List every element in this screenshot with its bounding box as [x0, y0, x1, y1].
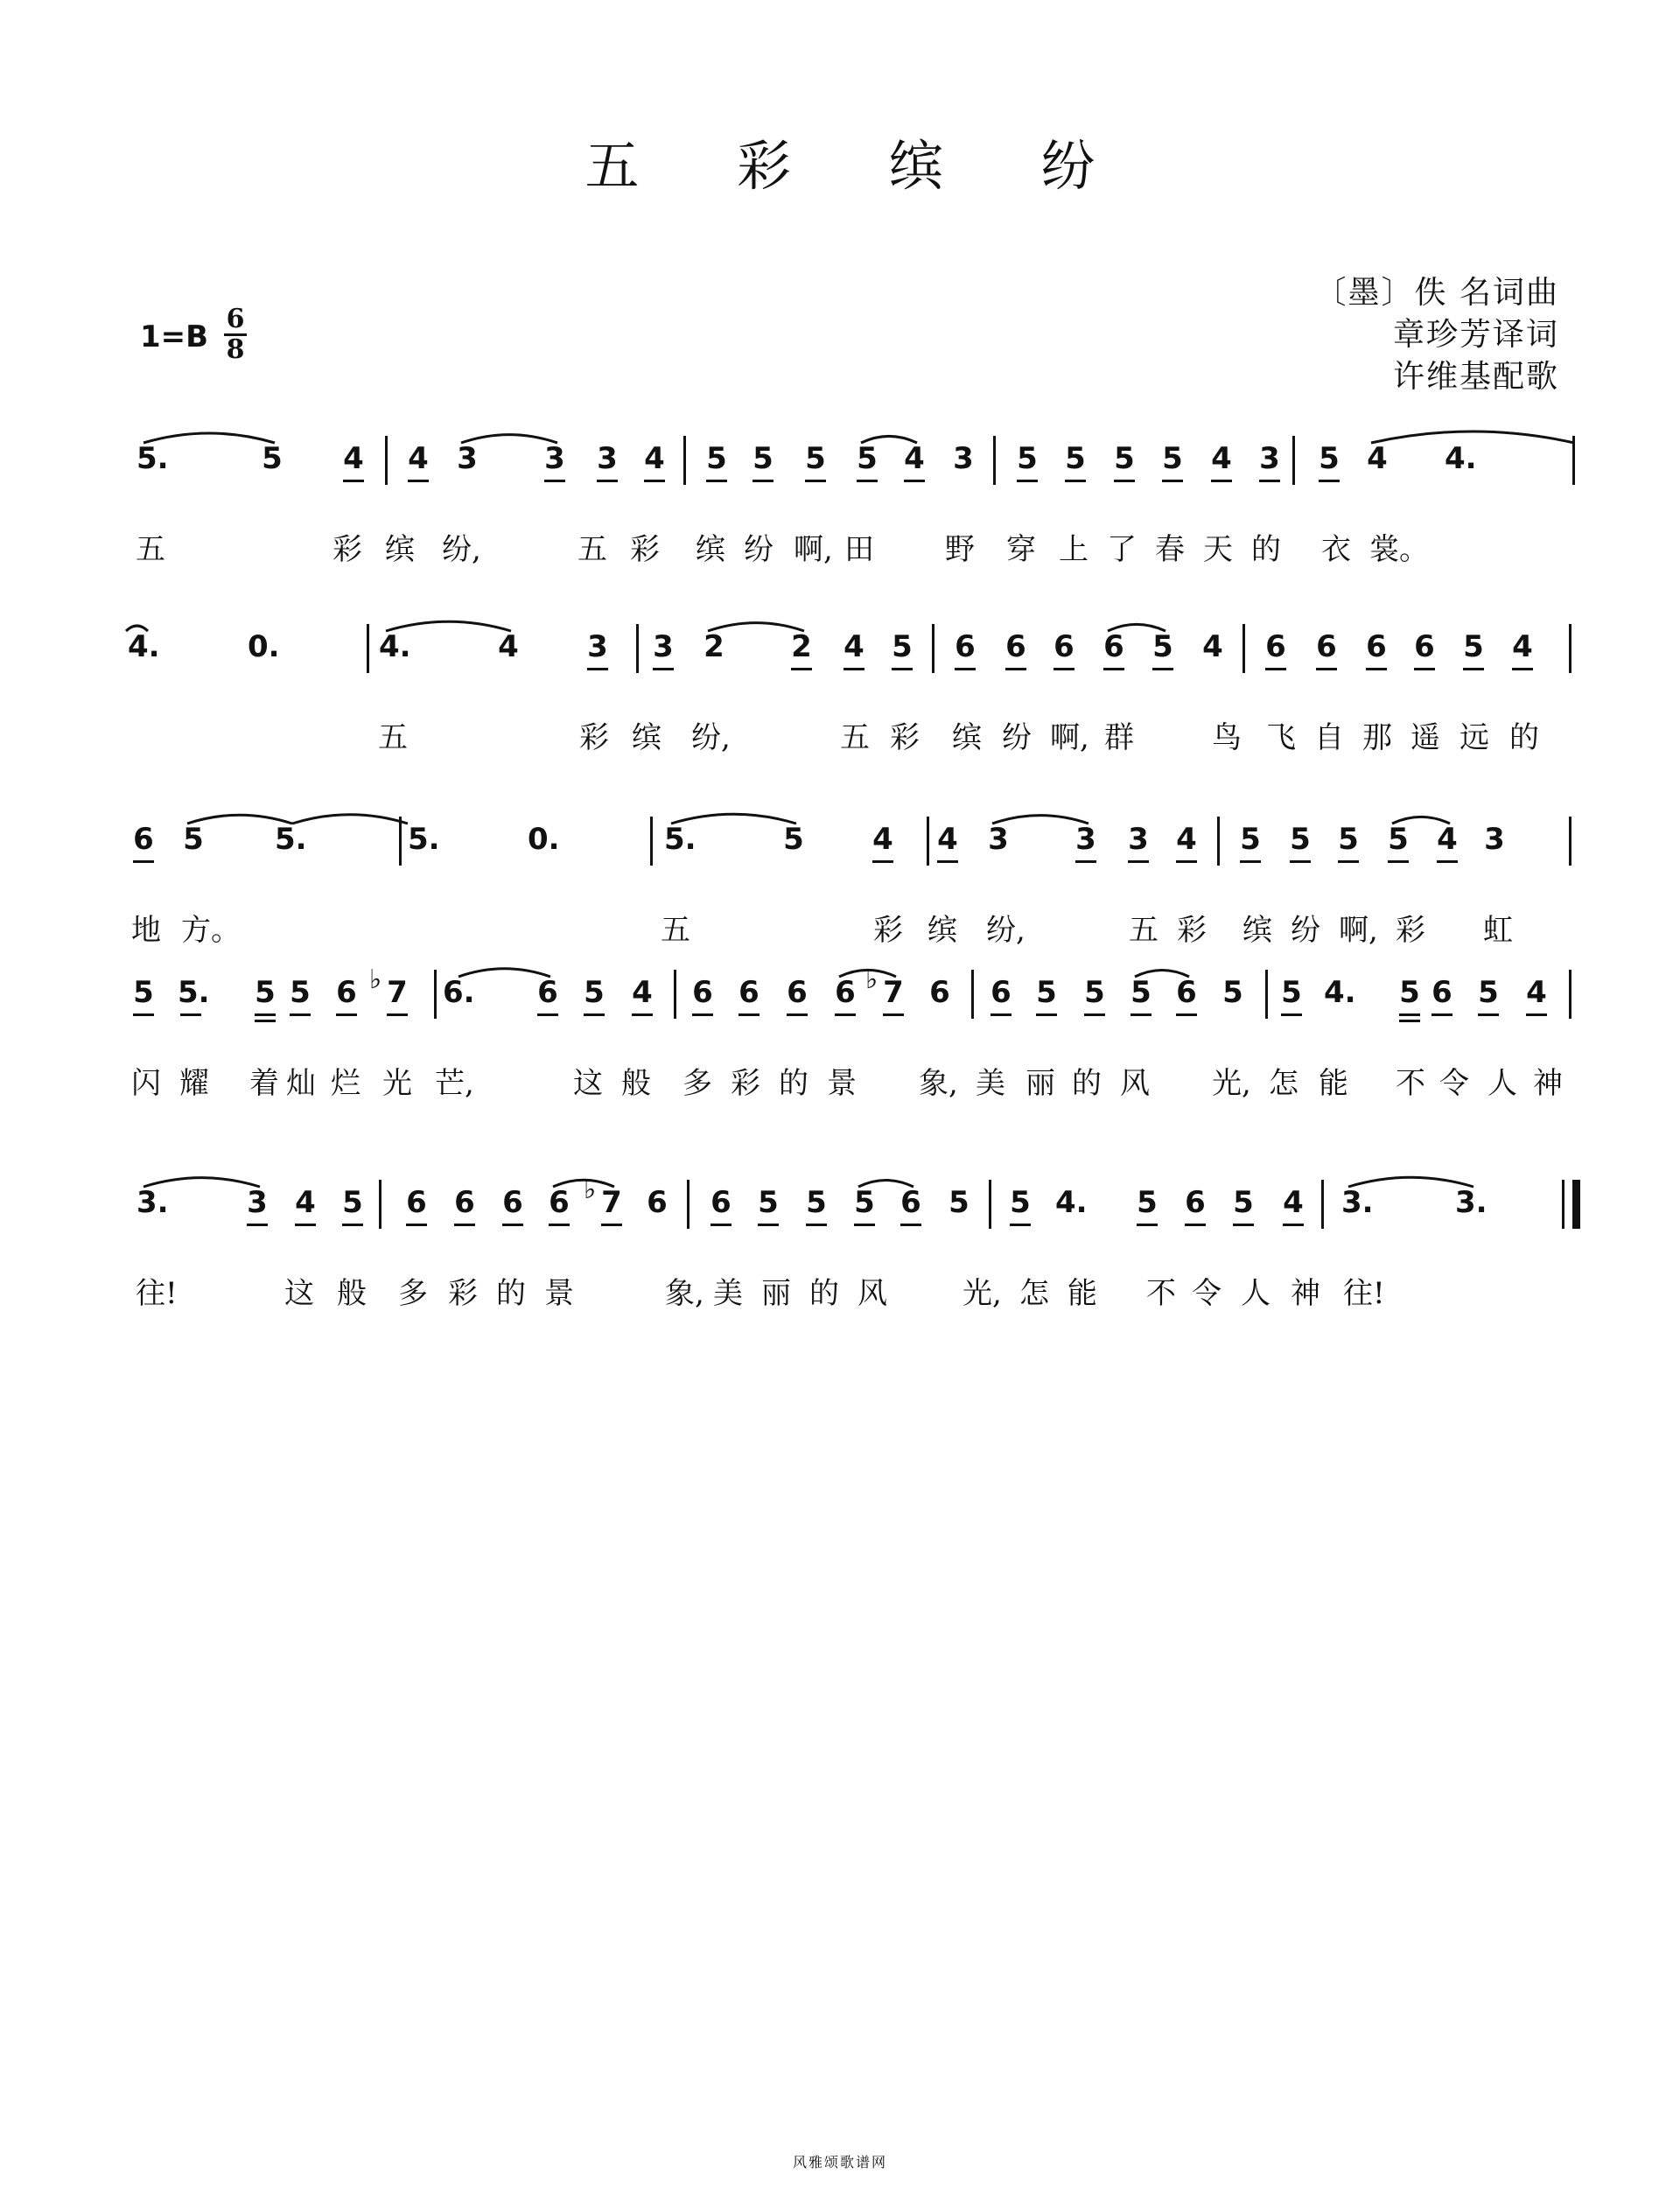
- slur-arc: [708, 623, 804, 631]
- lyric-syllable: 人: [1488, 1066, 1517, 1101]
- lyric-syllable: 春: [1155, 532, 1185, 567]
- note-digit: 5: [1399, 975, 1420, 1010]
- note-digit: 7: [883, 975, 904, 1010]
- note-digit: 5: [183, 822, 204, 857]
- lyric-syllable: 景: [827, 1066, 857, 1101]
- note-digit: 5: [1222, 975, 1243, 1010]
- note-digit: 3: [1075, 822, 1096, 857]
- lyric-syllable: 烂: [331, 1066, 360, 1101]
- note-digit: 6.: [443, 975, 475, 1010]
- lyric-syllable: 的: [1509, 720, 1539, 755]
- note-digit: 4: [1202, 629, 1223, 664]
- note-digit: 5: [255, 975, 276, 1010]
- lyric-syllable: 纷,: [691, 720, 731, 755]
- note-digit: 6: [1103, 629, 1124, 664]
- note-digit: 5: [857, 441, 878, 476]
- slur-arc: [126, 626, 148, 631]
- lyric-syllable: 这: [573, 1066, 603, 1101]
- note-digit: 4: [937, 822, 958, 857]
- note-digit: 4: [844, 629, 864, 664]
- lyric-syllable: 彩: [873, 913, 903, 948]
- note-digit: 6: [647, 1185, 668, 1220]
- note-digit: 5: [1338, 822, 1359, 857]
- note-digit: 5: [1319, 441, 1340, 476]
- time-signature: [224, 306, 247, 363]
- lyric-syllable: 美: [976, 1066, 1005, 1101]
- lyric-syllable: 天: [1203, 532, 1233, 567]
- lyric-syllable: 丽: [1026, 1066, 1055, 1101]
- lyric-syllable: 闪: [131, 1066, 161, 1101]
- lyric-syllable: 景: [544, 1276, 574, 1311]
- note-digit: 0.: [528, 822, 560, 857]
- lyric-syllable: 神: [1533, 1066, 1563, 1101]
- lyric-syllable: 五: [136, 532, 165, 567]
- note-digit: 4: [408, 441, 429, 476]
- credit-arranger: 许维基配歌: [1392, 359, 1559, 395]
- slur-arc: [839, 970, 896, 977]
- lyric-syllable: 缤: [952, 720, 982, 755]
- lyric-syllable: 令: [1439, 1066, 1469, 1101]
- slur-arc: [386, 621, 511, 631]
- lyric-syllable: 裳。: [1369, 532, 1429, 567]
- flat-accidental-icon: ♭: [584, 1175, 597, 1205]
- lyric-syllable: 风: [858, 1276, 887, 1311]
- slur-arc: [553, 1180, 614, 1187]
- note-digit: 5: [1114, 441, 1135, 476]
- lyric-syllable: 纷: [1002, 720, 1032, 755]
- lyric-syllable: 纷: [1291, 913, 1320, 948]
- note-digit: 5: [133, 975, 154, 1010]
- note-digit: 4: [632, 975, 653, 1010]
- note-digit: 4: [1176, 822, 1197, 857]
- lyric-syllable: 纷,: [442, 532, 481, 567]
- note-digit: 5: [342, 1185, 363, 1220]
- note-digit: 5: [706, 441, 727, 476]
- lyric-syllable: 自: [1314, 720, 1344, 755]
- slur-arc: [1371, 431, 1574, 443]
- note-digit: 3: [457, 441, 478, 476]
- slur-arc: [187, 815, 292, 824]
- lyric-syllable: 着: [249, 1066, 279, 1101]
- footer-watermark: 风雅颂歌谱网: [792, 2154, 887, 2170]
- slur-arc: [461, 435, 557, 443]
- lyric-syllable: 象,: [919, 1066, 958, 1101]
- note-digit: 5: [1281, 975, 1302, 1010]
- lyric-syllable: 光: [382, 1066, 412, 1101]
- note-digit: 6: [1265, 629, 1286, 664]
- lyric-syllable: 那: [1362, 720, 1392, 755]
- lyric-syllable: 衣: [1321, 532, 1351, 567]
- note-digit: 5: [1017, 441, 1038, 476]
- note-digit: 4: [343, 441, 364, 476]
- lyric-syllable: 啊,: [1339, 913, 1378, 948]
- time-signature-bottom: 8: [226, 334, 245, 365]
- lyric-syllable: 多: [398, 1276, 428, 1311]
- lyric-syllable: 彩: [579, 720, 609, 755]
- note-digit: 5: [806, 1185, 827, 1220]
- note-digit: 5: [290, 975, 311, 1010]
- lyric-syllable: 啊,: [794, 532, 833, 567]
- lyric-syllable: 彩: [448, 1276, 478, 1311]
- flat-accidental-icon: ♭: [865, 964, 878, 995]
- note-digit: 4: [1512, 629, 1533, 664]
- key-signature: 1=B: [140, 319, 209, 354]
- note-digit: 6: [900, 1185, 921, 1220]
- note-digit: 3: [1484, 822, 1505, 857]
- lyric-syllable: 光,: [962, 1276, 1002, 1311]
- lyric-syllable: 鸟: [1212, 720, 1242, 755]
- score-system: [0, 626, 1680, 810]
- note-digit: 6: [787, 975, 808, 1010]
- lyric-syllable: 风: [1120, 1066, 1150, 1101]
- note-digit: 5: [1478, 975, 1499, 1010]
- lyric-syllable: 不: [1146, 1276, 1176, 1311]
- lyric-syllable: 五: [840, 720, 870, 755]
- score-system: [0, 1175, 1680, 1365]
- lyric-syllable: 飞: [1266, 720, 1296, 755]
- slur-arc: [292, 815, 408, 824]
- note-digit: 4.: [128, 629, 160, 664]
- lyric-syllable: 五: [578, 532, 607, 567]
- note-digit: 3: [953, 441, 974, 476]
- note-digit: 3: [1128, 822, 1149, 857]
- slur-arc: [861, 436, 917, 443]
- note-digit: 4.: [379, 629, 411, 664]
- lyric-syllable: 人: [1241, 1276, 1270, 1311]
- lyric-syllable: 光,: [1212, 1066, 1251, 1101]
- lyric-syllable: 遥: [1410, 720, 1440, 755]
- lyric-syllable: 地: [131, 913, 161, 948]
- lyric-syllable: 多: [682, 1066, 712, 1101]
- note-digit: 6: [502, 1185, 523, 1220]
- lyric-syllable: 怎: [1019, 1276, 1049, 1311]
- note-digit: 5.: [408, 822, 440, 857]
- lyric-syllable: 往!: [136, 1276, 178, 1311]
- lyric-syllable: 五: [378, 720, 408, 755]
- note-digit: 5.: [178, 975, 210, 1010]
- lyric-syllable: 五: [661, 913, 690, 948]
- note-digit: 6: [835, 975, 856, 1010]
- note-digit: 3.: [1341, 1185, 1374, 1220]
- note-digit: 6: [336, 975, 357, 1010]
- lyric-syllable: 美: [713, 1276, 743, 1311]
- note-digit: 6: [738, 975, 760, 1010]
- lyric-syllable: 啊,: [1050, 720, 1089, 755]
- credit-translator: 章珍芳译词: [1392, 317, 1559, 353]
- lyric-syllable: 能: [1068, 1276, 1097, 1311]
- note-digit: 7: [387, 975, 408, 1010]
- lyric-syllable: 耀: [179, 1066, 209, 1101]
- note-digit: 4: [872, 822, 893, 857]
- note-digit: 3: [597, 441, 618, 476]
- note-digit: 5: [892, 629, 913, 664]
- note-digit: 5: [1010, 1185, 1031, 1220]
- slur-arc: [992, 816, 1088, 824]
- slur-arc: [1108, 624, 1166, 631]
- lyric-syllable: 象,: [665, 1276, 704, 1311]
- lyric-syllable: 的: [1072, 1066, 1102, 1101]
- note-digit: 3: [653, 629, 674, 664]
- lyric-syllable: 缤: [1242, 913, 1272, 948]
- slur-arc: [1348, 1177, 1474, 1187]
- note-digit: 4: [1211, 441, 1232, 476]
- lyric-syllable: 虹: [1483, 913, 1513, 948]
- lyric-syllable: 的: [1251, 532, 1281, 567]
- time-signature-top: 6: [226, 304, 245, 334]
- lyric-syllable: 彩: [890, 720, 920, 755]
- lyric-syllable: 芒,: [435, 1066, 474, 1101]
- note-digit: 5: [262, 441, 283, 476]
- lyric-syllable: 缤: [696, 532, 725, 567]
- lyric-syllable: 往!: [1343, 1276, 1385, 1311]
- note-digit: 6: [1176, 975, 1197, 1010]
- lyric-syllable: 缤: [385, 532, 415, 567]
- lyric-syllable: 上: [1059, 532, 1088, 567]
- lyric-syllable: 般: [621, 1066, 651, 1101]
- lyric-syllable: 了: [1107, 532, 1137, 567]
- slur-arc: [671, 814, 796, 824]
- note-digit: 2: [704, 629, 724, 664]
- lyric-syllable: 田: [844, 532, 874, 567]
- note-digit: 4.: [1324, 975, 1356, 1010]
- note-digit: 4.: [1055, 1185, 1088, 1220]
- note-digit: 5: [1463, 629, 1484, 664]
- note-digit: 5.: [664, 822, 696, 857]
- note-digit: 4: [1526, 975, 1547, 1010]
- lyric-syllable: 纷,: [986, 913, 1026, 948]
- lyric-row: [0, 906, 1680, 958]
- lyric-syllable: 野: [945, 532, 975, 567]
- lyric-syllable: 丽: [761, 1276, 791, 1311]
- lyric-syllable: 彩: [731, 1066, 760, 1101]
- lyric-syllable: 彩: [1177, 913, 1207, 948]
- note-digit: 6: [990, 975, 1012, 1010]
- note-digit: 5: [1130, 975, 1152, 1010]
- score-system: [0, 438, 1680, 621]
- note-digit: 3.: [1455, 1185, 1488, 1220]
- credit-composer: 〔墨〕佚 名词曲: [1314, 275, 1559, 311]
- lyric-syllable: 神: [1291, 1276, 1320, 1311]
- lyric-syllable: 令: [1192, 1276, 1222, 1311]
- lyric-row: [0, 525, 1680, 578]
- lyric-syllable: 怎: [1269, 1066, 1298, 1101]
- lyric-syllable: 般: [337, 1276, 367, 1311]
- note-digit: 3.: [136, 1185, 169, 1220]
- note-digit: 6: [692, 975, 713, 1010]
- lyric-syllable: 能: [1319, 1066, 1348, 1101]
- note-digit: 3: [1259, 441, 1280, 476]
- note-digit: 0.: [248, 629, 280, 664]
- lyric-syllable: 缤: [928, 913, 957, 948]
- note-digit: 3: [988, 822, 1009, 857]
- lyric-row: [0, 1269, 1680, 1322]
- note-digit: 5: [783, 822, 804, 857]
- note-digit: 5: [584, 975, 605, 1010]
- note-digit: 3: [544, 441, 565, 476]
- slur-arc: [858, 1180, 914, 1187]
- note-digit: 6: [454, 1185, 475, 1220]
- note-digit: 6: [1414, 629, 1435, 664]
- note-digit: 6: [955, 629, 976, 664]
- lyric-syllable: 穿: [1006, 532, 1036, 567]
- lyric-syllable: 这: [284, 1276, 314, 1311]
- lyric-syllable: 彩: [630, 532, 660, 567]
- note-digit: 6: [1054, 629, 1074, 664]
- lyric-row: [0, 1059, 1680, 1112]
- note-digit: 5: [854, 1185, 875, 1220]
- note-digit: 5: [1036, 975, 1057, 1010]
- slur-arc: [1135, 971, 1189, 977]
- note-digit: 4: [295, 1185, 316, 1220]
- note-digit: 5: [1233, 1185, 1254, 1220]
- lyric-syllable: 方。: [181, 913, 241, 948]
- note-digit: 5: [758, 1185, 779, 1220]
- note-digit: 3: [247, 1185, 268, 1220]
- note-digit: 6: [929, 975, 950, 1010]
- lyric-syllable: 的: [496, 1276, 526, 1311]
- note-digit: 6: [1005, 629, 1026, 664]
- note-digit: 5: [1084, 975, 1105, 1010]
- note-digit: 5: [1388, 822, 1409, 857]
- note-digit: 4: [1437, 822, 1458, 857]
- lyric-syllable: 缤: [632, 720, 662, 755]
- note-digit: 5: [752, 441, 774, 476]
- lyric-syllable: 纷: [744, 532, 774, 567]
- lyric-syllable: 不: [1396, 1066, 1425, 1101]
- note-digit: 4: [498, 629, 519, 664]
- lyric-syllable: 的: [779, 1066, 808, 1101]
- note-digit: 7: [601, 1185, 622, 1220]
- score-system: [0, 964, 1680, 1155]
- song-title: 五 彩 缤 纷: [584, 134, 1136, 198]
- lyric-syllable: 彩: [332, 532, 362, 567]
- lyric-syllable: 群: [1104, 720, 1134, 755]
- note-digit: 2: [791, 629, 812, 664]
- lyric-syllable: 五: [1129, 913, 1158, 948]
- flat-accidental-icon: ♭: [369, 964, 382, 995]
- note-digit: 5: [1152, 629, 1173, 664]
- note-digit: 5: [948, 1185, 970, 1220]
- note-digit: 5: [1240, 822, 1261, 857]
- note-digit: 6: [133, 822, 154, 857]
- note-digit: 6: [1316, 629, 1337, 664]
- note-digit: 5: [1290, 822, 1311, 857]
- note-digit: 6: [1185, 1185, 1206, 1220]
- note-digit: 4: [1367, 441, 1388, 476]
- slur-arc: [144, 1178, 260, 1187]
- note-digit: 5: [1065, 441, 1086, 476]
- note-digit: 5: [1137, 1185, 1158, 1220]
- note-digit: 4: [644, 441, 665, 476]
- lyric-row: [0, 713, 1680, 766]
- slur-arc: [144, 433, 275, 443]
- note-digit: 5.: [136, 441, 169, 476]
- lyric-syllable: 灿: [286, 1066, 316, 1101]
- slur-arc: [1392, 817, 1450, 824]
- note-digit: 6: [710, 1185, 732, 1220]
- lyric-syllable: 远: [1460, 720, 1489, 755]
- note-digit: 6: [1432, 975, 1452, 1010]
- note-digit: 6: [537, 975, 558, 1010]
- note-digit: 5.: [275, 822, 307, 857]
- note-digit: 4: [1283, 1185, 1304, 1220]
- note-digit: 6: [1366, 629, 1387, 664]
- note-digit: 5: [1162, 441, 1183, 476]
- note-digit: 5: [805, 441, 826, 476]
- note-digit: 4: [904, 441, 925, 476]
- note-digit: 4.: [1445, 441, 1477, 476]
- lyric-syllable: 彩: [1396, 913, 1425, 948]
- note-digit: 6: [406, 1185, 427, 1220]
- lyric-syllable: 的: [809, 1276, 839, 1311]
- note-digit: 3: [587, 629, 608, 664]
- note-digit: 6: [549, 1185, 570, 1220]
